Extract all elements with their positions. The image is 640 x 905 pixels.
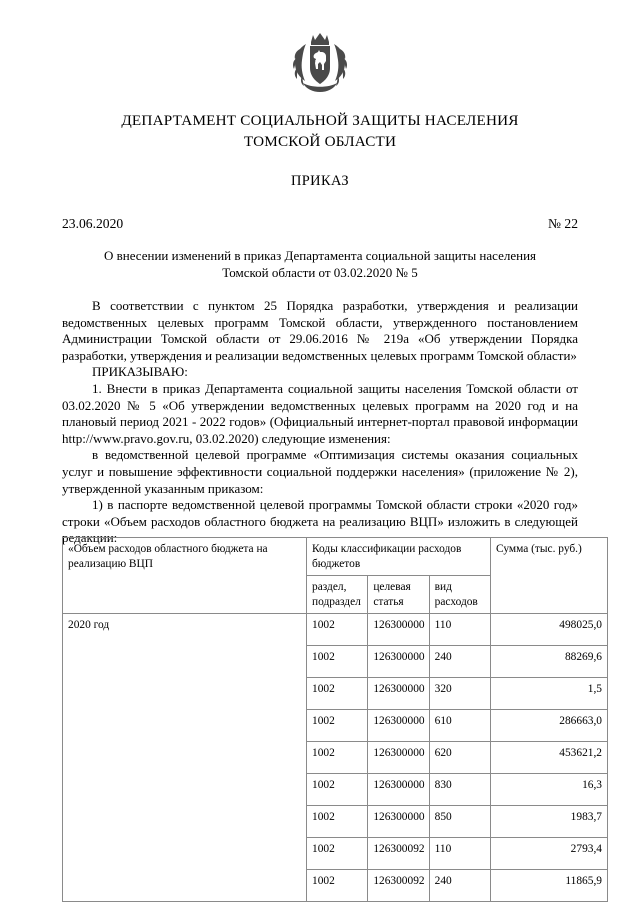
cell-section-subsection: 1002 — [307, 806, 368, 838]
document-subject-line2: Томской области от 03.02.2020 № 5 — [222, 264, 418, 280]
table-header-row-top — [63, 538, 608, 576]
cell-target-article: 126300000 — [368, 742, 429, 774]
table-row-label-2020: 2020 год — [63, 614, 307, 902]
cell-sum: 11865,9 — [491, 870, 608, 902]
organization-title-line2: ТОМСКОЙ ОБЛАСТИ — [243, 133, 397, 150]
cell-section-subsection: 1002 — [307, 774, 368, 806]
cell-expense-kind: 240 — [429, 646, 490, 678]
table-header-sum-cell: Сумма (тыс. руб.) — [491, 538, 608, 614]
budget-table — [62, 537, 608, 902]
table-header-section-subsection: раздел, подраздел — [307, 576, 368, 614]
cell-sum: 286663,0 — [491, 710, 608, 742]
cell-sum: 16,3 — [491, 774, 608, 806]
coat-of-arms-tomsk-oblast-icon — [289, 28, 351, 94]
cell-expense-kind: 110 — [429, 614, 490, 646]
cell-section-subsection: 1002 — [307, 678, 368, 710]
document-body — [62, 298, 578, 547]
cell-section-subsection: 1002 — [307, 742, 368, 774]
cell-sum: 1983,7 — [491, 806, 608, 838]
table-row — [63, 614, 608, 646]
table-header-expense-kind: вид расходов — [429, 576, 490, 614]
cell-target-article: 126300000 — [368, 646, 429, 678]
cell-target-article: 126300092 — [368, 870, 429, 902]
cell-expense-kind: 850 — [429, 806, 490, 838]
cell-expense-kind: 610 — [429, 710, 490, 742]
cell-target-article: 126300000 — [368, 614, 429, 646]
emblem-container — [0, 28, 640, 99]
cell-target-article: 126300092 — [368, 838, 429, 870]
cell-sum: 88269,6 — [491, 646, 608, 678]
document-date: 23.06.2020 — [62, 216, 124, 231]
document-subject-line1: О внесении изменений в приказ Департамента социальной защиты населения — [103, 248, 536, 263]
cell-section-subsection: 1002 — [307, 646, 368, 678]
document-meta-row — [62, 216, 578, 232]
cell-expense-kind: 320 — [429, 678, 490, 710]
organization-title-line1: ДЕПАРТАМЕНТ СОЦИАЛЬНОЙ ЗАЩИТЫ НАСЕЛЕНИЯ — [121, 112, 519, 129]
cell-target-article: 126300000 — [368, 678, 429, 710]
cell-sum: 2793,4 — [491, 838, 608, 870]
cell-expense-kind: 240 — [429, 870, 490, 902]
document-subject — [85, 248, 555, 281]
body-paragraph-item-1: 1. Внести в приказ Департамента социальной защиты населения Томской области от 03.02.2020 № 5 «Об утверждении ведомственных целевых программ на 2020 год и на плановый период 2021 - 2022 годов» (Официальный интернет-портал правовой информации http://www.pravo.gov.ru, 03.02.2020) следующие изменения: — [62, 380, 578, 446]
organization-title — [70, 110, 570, 152]
cell-section-subsection: 1002 — [307, 870, 368, 902]
cell-target-article: 126300000 — [368, 710, 429, 742]
cell-expense-kind: 620 — [429, 742, 490, 774]
cell-section-subsection: 1002 — [307, 710, 368, 742]
cell-sum: 453621,2 — [491, 742, 608, 774]
body-paragraph-subitem-1: 1) в паспорте ведомственной целевой программы Томской области строки «2020 год» строки «Объем расходов областного бюджета на реализацию ВЦП» изложить в следующей редакции: — [62, 497, 578, 546]
cell-expense-kind: 830 — [429, 774, 490, 806]
table-header-target-article: целевая статья — [368, 576, 429, 614]
cell-target-article: 126300000 — [368, 774, 429, 806]
table-header-name-cell: «Объем расходов областного бюджета на реализацию ВЦП — [63, 538, 307, 614]
cell-target-article: 126300000 — [368, 806, 429, 838]
table-header-codes-group: Коды классификации расходов бюджетов — [307, 538, 491, 576]
cell-sum: 498025,0 — [491, 614, 608, 646]
cell-expense-kind: 110 — [429, 838, 490, 870]
cell-section-subsection: 1002 — [307, 838, 368, 870]
body-paragraph-program: в ведомственной целевой программе «Оптимизация системы оказания социальных услуг и повышение эффективности социальной поддержки населения» (приложение № 2), утвержденной указанным приказом: — [62, 447, 578, 496]
budget-table-container — [62, 537, 608, 902]
cell-section-subsection: 1002 — [307, 614, 368, 646]
cell-sum: 1,5 — [491, 678, 608, 710]
document-kind: ПРИКАЗ — [290, 173, 350, 189]
body-command-word: ПРИКАЗЫВАЮ: — [92, 364, 188, 380]
document-number: № 22 — [548, 216, 578, 231]
body-paragraph-preamble: В соответствии с пунктом 25 Порядка разработки, утверждения и реализации ведомственных целевых программ Томской области, утвержденного постановлением Администрации Томской области от 29.06.2016 № 219а «Об утверждении Порядка разработки, утверждения и реализации ведомственных целевых программ Томской области» — [62, 298, 578, 363]
